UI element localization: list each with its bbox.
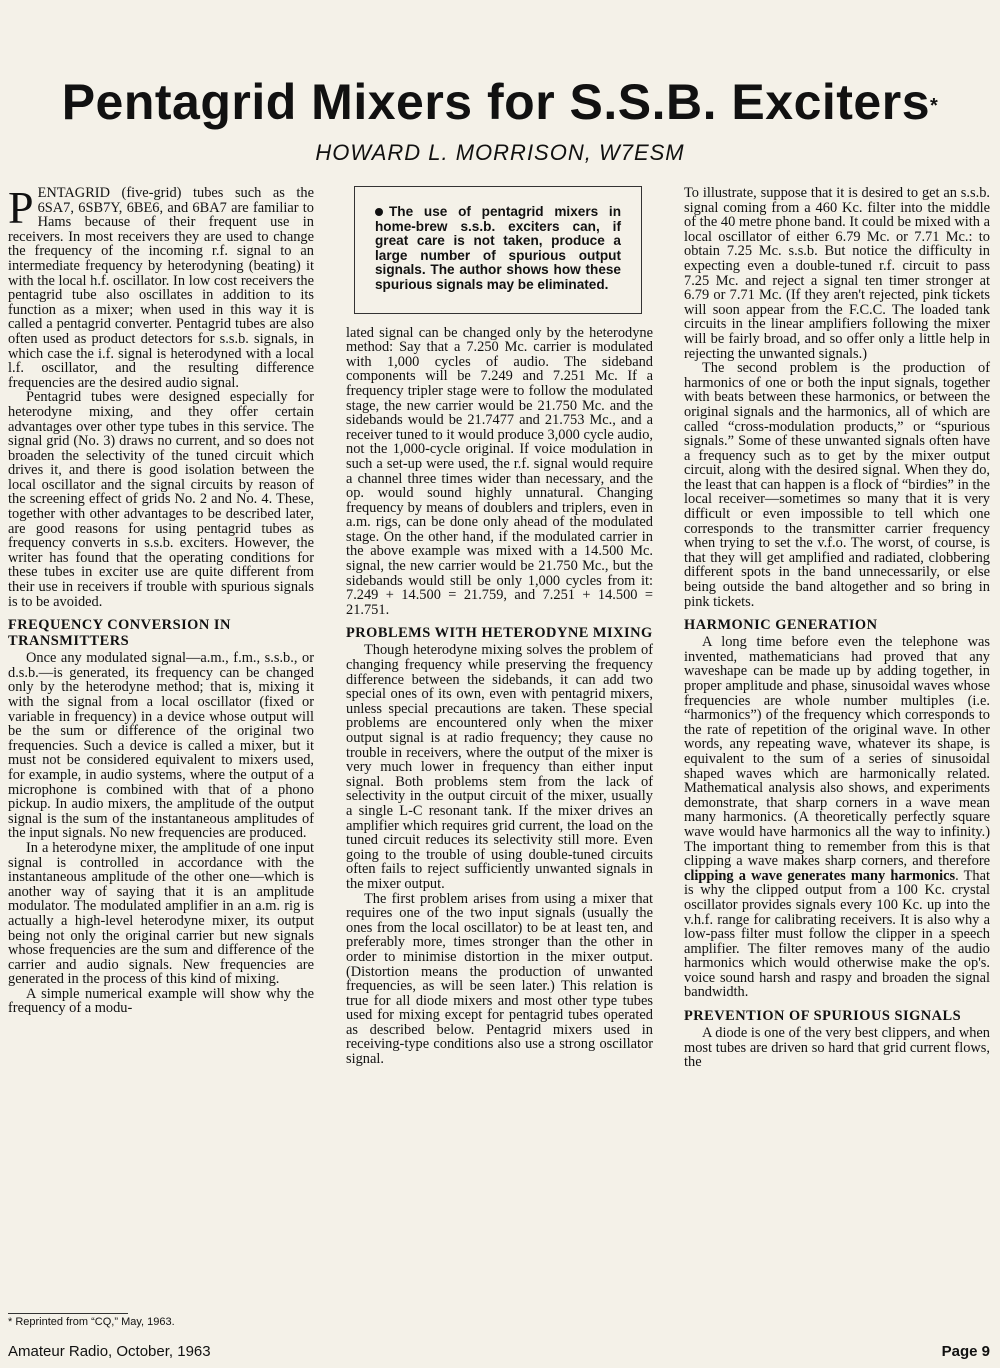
paragraph: A simple numerical example will show why the frequency of a modu- bbox=[8, 985, 314, 1017]
column-1 bbox=[8, 182, 314, 1017]
paragraph: Though heterodyne mixing solves the problem of changing frequency while preserving the frequency difference between the sidebands, it can add two special ones of its own, even with pentagrid mixers, unless special precautions are taken. These special problems are encountered only when the mixer output signal is at radio frequency; they cause no trouble in receivers, where the output of the mixer is very much lower in frequency than either input signal. Both problems stem from the lack of selectivity in the output circuit of the mixer, usually a single L-C resonant tank. If the mixer drives an amplifier which requires grid current, the load on the tuned circuit reduces its selectivity still more. Even going to the trouble of using double-tuned circuits often fails to reject sufficiently unwanted signals in the mixer output. bbox=[346, 642, 653, 892]
column-3 bbox=[684, 186, 990, 1070]
paragraph: Pentagrid tubes were designed especially for heterodyne mixing, and they offer certain advantages over other type tubes in this service. The signal grid (No. 3) draws no current, and so does not broaden the selectivity of the tuned circuit which drives it, and there is good isolation between the local oscillator and the signal circuits by reason of the screening effect of grids No. 2 and No. 4. These, together with other advantages to be described later, are good reasons for using pentagrid tubes as frequency converts in s.s.b. exciters. However, the writer has found that the operating conditions for these tubes in exciter use are quite different from their use in receivers if trouble with spurious signals is to be avoided. bbox=[8, 389, 314, 610]
paragraph: To illustrate, suppose that it is desired to get an s.s.b. signal coming from a 460 Kc. filter into the middle of the 40 metre phone band. It could be mixed with a local oscillator of either 6.79 Mc. or 7.71 Mc.: to obtain 7.25 Mc. s.s.b. But notice the difficulty in expecting even a double-tuned r.f. circuit to pass 7.25 Mc. and reject a signal ten timer stronger at 6.79 or 7.71 Mc. (If they aren't rejected, pink tickets will soon appear from the F.C.C. The loaded tank circuits in the linear amplifiers following the mixer will be fairly broad, and so offer only a little help in rejecting the unwanted signals.) bbox=[684, 185, 990, 362]
article-title: Pentagrid Mixers for S.S.B. Exciters* bbox=[61, 74, 939, 130]
paragraph: lated signal can be changed only by the heterodyne method: Say that a 7.250 Mc. carrier is modulated with 1,000 cycles of audio. The sideband components will be 7.249 and 7.251 Mc. If a frequency tripler stage were to follow the modulated stage, the new carrier would be 21.750 Mc. and the sidebands would be 21.7477 and 21.753 Mc., and a receiver tuned to it would produce 3,000 cycle audio, not the 1,000-cycle original. If voice modulation in such a set-up were used, the r.f. signal would require a channel three times wider than necessary, and the op. would sound highly unnatural. Changing frequency by means of doublers and triplers, even in a.m. rigs, can be done only ahead of the modulated stage. On the other hand, if the modulated carrier in the above example was mixed with a 14.500 Mc. signal, the new carrier would be 21.750 Mc., but the sidebands would still be only 1,000 cycles from it: 7.249 + 14.500 = 21.759, and 7.251 + 14.500 = 21.751. bbox=[346, 324, 653, 618]
paragraph: A long time before even the telephone was invented, mathematicians had proved that any waveshape can be made up by adding together, in proper amplitude and phase, sinusoidal waves whose frequencies are whole number multiples (i.e. “harmonics”) of the frequency which corresponds to the rate of repetition of the original wave. In other words, any repeating wave, whatever its shape, is equivalent to the sum of a series of sinusoidal shaped waves which are harmonically related. Mathematical analysis also shows, and experiments demonstrate, that sharp corners in a wave mean many harmonics. (A theoretically perfectly square wave would have harmonics all the way to infinity.) The important thing to remember from this is that clipping a wave makes sharp corners, and therefore clipping a wave generates many harmonics. That is why the clipped output from a 100 Kc. crystal oscillator provides signals every 100 Kc. up into the v.h.f. range for calibrating receivers. It is also why a low-pass filter must follow the clipper in a speech amplifier. The filter removes many of the audio harmonics which would otherwise make the op's. voice sound harsh and raspy and broaden the signal bandwidth. bbox=[684, 634, 990, 1001]
page-number: Page 9 bbox=[941, 1343, 990, 1360]
footnote-rule bbox=[8, 1313, 128, 1314]
abstract-box bbox=[354, 186, 642, 314]
journal-folio: Amateur Radio, October, 1963 bbox=[8, 1343, 211, 1360]
section-heading: FREQUENCY CONVERSION IN TRANSMITTERS bbox=[8, 617, 231, 650]
footnote: * Reprinted from “CQ,” May, 1963. bbox=[8, 1316, 175, 1328]
paragraph: PENTAGRID (five-grid) tubes such as the 6SA7, 6SB7Y, 6BE6, and 6BA7 are familiar to Hams because of their frequent use in receivers. In most receivers they are used to change the frequency of the incoming r.f. signal to an intermediate frequency by heterodyning (beating) it with the local h.f. oscillator. In low cost receivers the pentagrid tube also oscillates in addition to its function as a mixer; when used in this way it is called a pentagrid converter. Pentagrid tubes are also often used as product detectors for s.s.b. signals, in which case the i.f. signal is heterodyned with a local l.f. oscillator, and the resulting difference frequencies are the desired audio signal. bbox=[8, 182, 314, 391]
title-footnote-mark: * bbox=[930, 95, 939, 117]
bullet-icon bbox=[375, 208, 383, 216]
author-byline: HOWARD L. MORRISON, W7ESM bbox=[315, 140, 685, 165]
section-heading: HARMONIC GENERATION bbox=[684, 617, 878, 634]
abstract-text: The use of pentagrid mixers in home-brew s.s.b. exciters can, if great care is not taken, produce a large number of spurious output signals. The author shows how these spurious signals may be eliminated. bbox=[375, 204, 621, 292]
emphasis-text: clipping a wave generates many harmonics bbox=[684, 867, 956, 884]
paragraph: Once any modulated signal—a.m., f.m., s.s.b., or d.s.b.—is generated, its frequency can be changed only by the heterodyne method; that is, mixing it with the signal from a local oscillator (fixed or variable in frequency) in a device whose output will be the sum or difference of the original two frequencies. Such a device is called a mixer, but it must not be considered equivalent to mixers used, for example, in audio systems, where the output of a microphone is combined with that of a phono pickup. In audio mixers, the amplitude of the output signal is the sum of the instantaneous amplitudes of the input signals. No new frequencies are produced. bbox=[8, 650, 314, 842]
paragraph: A diode is one of the very best clippers, and when most tubes are driven so hard that grid current flows, the bbox=[684, 1025, 990, 1071]
section-heading: PREVENTION OF SPURIOUS SIGNALS bbox=[684, 1008, 962, 1025]
column-2 bbox=[346, 186, 653, 1067]
paragraph: The second problem is the production of harmonics of one or both the input signals, together with beats between these harmonics, or between the original signals and the harmonics, all of which are called “cross-modulation products,” or “spurious signals.” Some of these unwanted signals often have a frequency such as to get by the mixer output circuit, along with the desired signal. When they do, the least that can happen is a flock of “birdies” in the local receiver—sometimes so many that it is very difficult or even impossible to tell which one corresponds to the transmitter carrier frequency when trying to set the v.f.o. The worst, of course, is that they will get amplified and radiated, clobbering different spots in the band unnecessarily, or else being outside the band altogether and so bring in pink tickets. bbox=[684, 360, 990, 610]
paragraph: The first problem arises from using a mixer that requires one of the two input signals (usually the ones from the local oscillator) to be at least ten, and preferably more, times stronger than the other in order to minimise distortion in the mixer output. (Distortion means the production of unwanted frequencies, as will be seen later.) This relation is true for all diode mixers and most other type tubes used for mixing except for pentagrid tubes operated as described below. Pentagrid mixers used in receiving-type conditions also use a strong oscillator signal. bbox=[346, 890, 653, 1068]
section-heading: PROBLEMS WITH HETERODYNE MIXING bbox=[346, 625, 653, 642]
drop-cap: P bbox=[8, 182, 34, 233]
paragraph: In a heterodyne mixer, the amplitude of one input signal is controlled in accordance with the instantaneous amplitude of the other one—which is another way of saying that it is an amplitude modulator. The modulated amplifier in an a.m. rig is actually a high-level heterodyne mixer, its output being not only the original carrier but new signals whose frequencies are the sum and difference of the carrier and audio signals. New frequencies are generated in the process of this kind of mixing. bbox=[8, 839, 314, 988]
